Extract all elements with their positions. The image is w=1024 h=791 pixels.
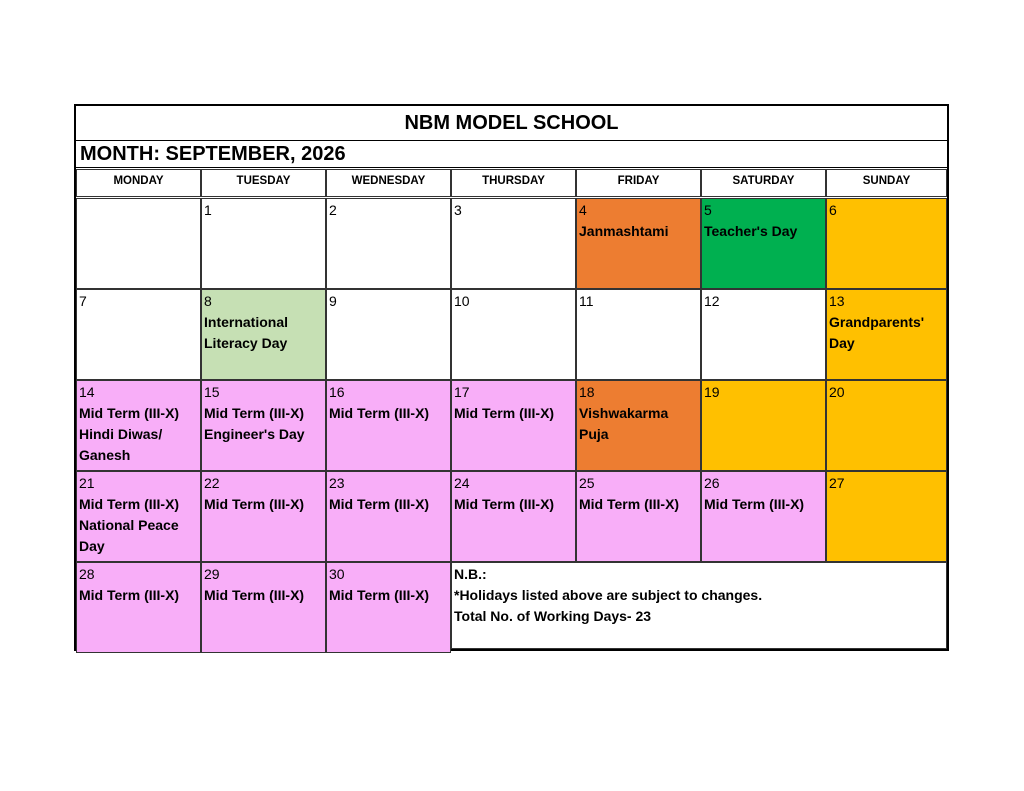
day-cell bbox=[76, 380, 201, 471]
weekday-header-monday: MONDAY bbox=[76, 169, 201, 197]
day-cell bbox=[326, 198, 451, 289]
event-label: Mid Term (III-X) bbox=[579, 496, 680, 512]
day-number: 23 bbox=[329, 475, 345, 491]
event-label: Mid Term (III-X) bbox=[204, 587, 305, 603]
day-cell bbox=[576, 198, 701, 289]
event-label: Mid Term (III-X) bbox=[329, 496, 430, 512]
day-cell bbox=[76, 471, 201, 562]
event-label: Mid Term (III-X) bbox=[204, 496, 305, 512]
event-label: Mid Term (III-X) bbox=[454, 405, 555, 421]
day-number: 4 bbox=[579, 202, 587, 218]
day-number: 27 bbox=[829, 475, 845, 491]
day-cell bbox=[826, 198, 947, 289]
notes-cell bbox=[451, 562, 947, 649]
day-cell bbox=[326, 380, 451, 471]
event-label: Literacy Day bbox=[204, 335, 288, 351]
event-label: Teacher's Day bbox=[704, 223, 798, 239]
month-label: MONTH: SEPTEMBER, 2026 bbox=[76, 140, 947, 168]
event-label: Mid Term (III-X) bbox=[79, 405, 180, 421]
day-cell bbox=[826, 471, 947, 562]
day-number: 28 bbox=[79, 566, 95, 582]
event-label: Ganesh bbox=[79, 447, 131, 463]
day-number: 22 bbox=[204, 475, 220, 491]
event-label: Puja bbox=[579, 426, 609, 442]
day-number: 5 bbox=[704, 202, 712, 218]
day-cell bbox=[451, 471, 576, 562]
weekday-header-thursday: THURSDAY bbox=[451, 169, 576, 197]
event-label: National Peace bbox=[79, 517, 179, 533]
day-number: 6 bbox=[829, 202, 837, 218]
note-line: *Holidays listed above are subject to changes. bbox=[454, 587, 763, 603]
day-number: 24 bbox=[454, 475, 470, 491]
day-cell bbox=[326, 562, 451, 653]
day-number: 25 bbox=[579, 475, 595, 491]
day-cell bbox=[826, 289, 947, 380]
day-cell bbox=[201, 198, 326, 289]
event-label: Day bbox=[79, 538, 105, 554]
day-cell bbox=[576, 380, 701, 471]
day-cell bbox=[201, 471, 326, 562]
calendar-sheet bbox=[74, 104, 949, 651]
day-cell bbox=[701, 380, 826, 471]
event-label: Janmashtami bbox=[579, 223, 669, 239]
event-label: Mid Term (III-X) bbox=[79, 587, 180, 603]
weekday-header-sunday: SUNDAY bbox=[826, 169, 947, 197]
day-number: 9 bbox=[329, 293, 337, 309]
day-cell bbox=[576, 471, 701, 562]
note-line: N.B.: bbox=[454, 566, 487, 582]
event-label: Day bbox=[829, 335, 855, 351]
school-title: NBM MODEL SCHOOL bbox=[76, 106, 947, 141]
day-cell bbox=[701, 198, 826, 289]
weekday-header-saturday: SATURDAY bbox=[701, 169, 826, 197]
day-number: 10 bbox=[454, 293, 470, 309]
event-label: Grandparents' bbox=[829, 314, 925, 330]
day-number: 29 bbox=[204, 566, 220, 582]
day-number: 11 bbox=[579, 293, 594, 309]
day-number: 7 bbox=[79, 293, 87, 309]
day-number: 21 bbox=[79, 475, 95, 491]
day-number: 20 bbox=[829, 384, 845, 400]
day-cell bbox=[451, 380, 576, 471]
day-number: 17 bbox=[454, 384, 470, 400]
event-label: International bbox=[204, 314, 289, 330]
day-cell bbox=[451, 289, 576, 380]
day-cell bbox=[201, 380, 326, 471]
day-cell bbox=[76, 198, 201, 289]
day-number: 26 bbox=[704, 475, 720, 491]
event-label: Vishwakarma bbox=[579, 405, 669, 421]
day-cell bbox=[826, 380, 947, 471]
event-label: Mid Term (III-X) bbox=[329, 405, 430, 421]
day-cell bbox=[326, 471, 451, 562]
day-number: 18 bbox=[579, 384, 595, 400]
day-cell bbox=[701, 471, 826, 562]
day-cell bbox=[76, 562, 201, 653]
event-label: Mid Term (III-X) bbox=[704, 496, 805, 512]
day-number: 1 bbox=[204, 202, 212, 218]
day-number: 14 bbox=[79, 384, 95, 400]
day-cell bbox=[201, 562, 326, 653]
day-cell bbox=[201, 289, 326, 380]
weekday-header-wednesday: WEDNESDAY bbox=[326, 169, 451, 197]
day-number: 13 bbox=[829, 293, 845, 309]
event-label: Engineer's Day bbox=[204, 426, 305, 442]
note-line: Total No. of Working Days- 23 bbox=[454, 608, 652, 624]
day-cell bbox=[576, 289, 701, 380]
day-number: 8 bbox=[204, 293, 212, 309]
event-label: Mid Term (III-X) bbox=[329, 587, 430, 603]
day-cell bbox=[76, 289, 201, 380]
event-label: Mid Term (III-X) bbox=[204, 405, 305, 421]
day-cell bbox=[451, 198, 576, 289]
weekday-header-tuesday: TUESDAY bbox=[201, 169, 326, 197]
day-number: 2 bbox=[329, 202, 337, 218]
day-number: 16 bbox=[329, 384, 345, 400]
day-number: 30 bbox=[329, 566, 345, 582]
event-label: Mid Term (III-X) bbox=[454, 496, 555, 512]
day-number: 12 bbox=[704, 293, 720, 309]
day-number bbox=[79, 200, 198, 221]
day-cell bbox=[701, 289, 826, 380]
day-number: 3 bbox=[454, 202, 462, 218]
day-cell bbox=[326, 289, 451, 380]
weekday-header-friday: FRIDAY bbox=[576, 169, 701, 197]
event-label: Mid Term (III-X) bbox=[79, 496, 180, 512]
day-number: 15 bbox=[204, 384, 220, 400]
event-label: Hindi Diwas/ bbox=[79, 426, 163, 442]
day-number: 19 bbox=[704, 384, 720, 400]
